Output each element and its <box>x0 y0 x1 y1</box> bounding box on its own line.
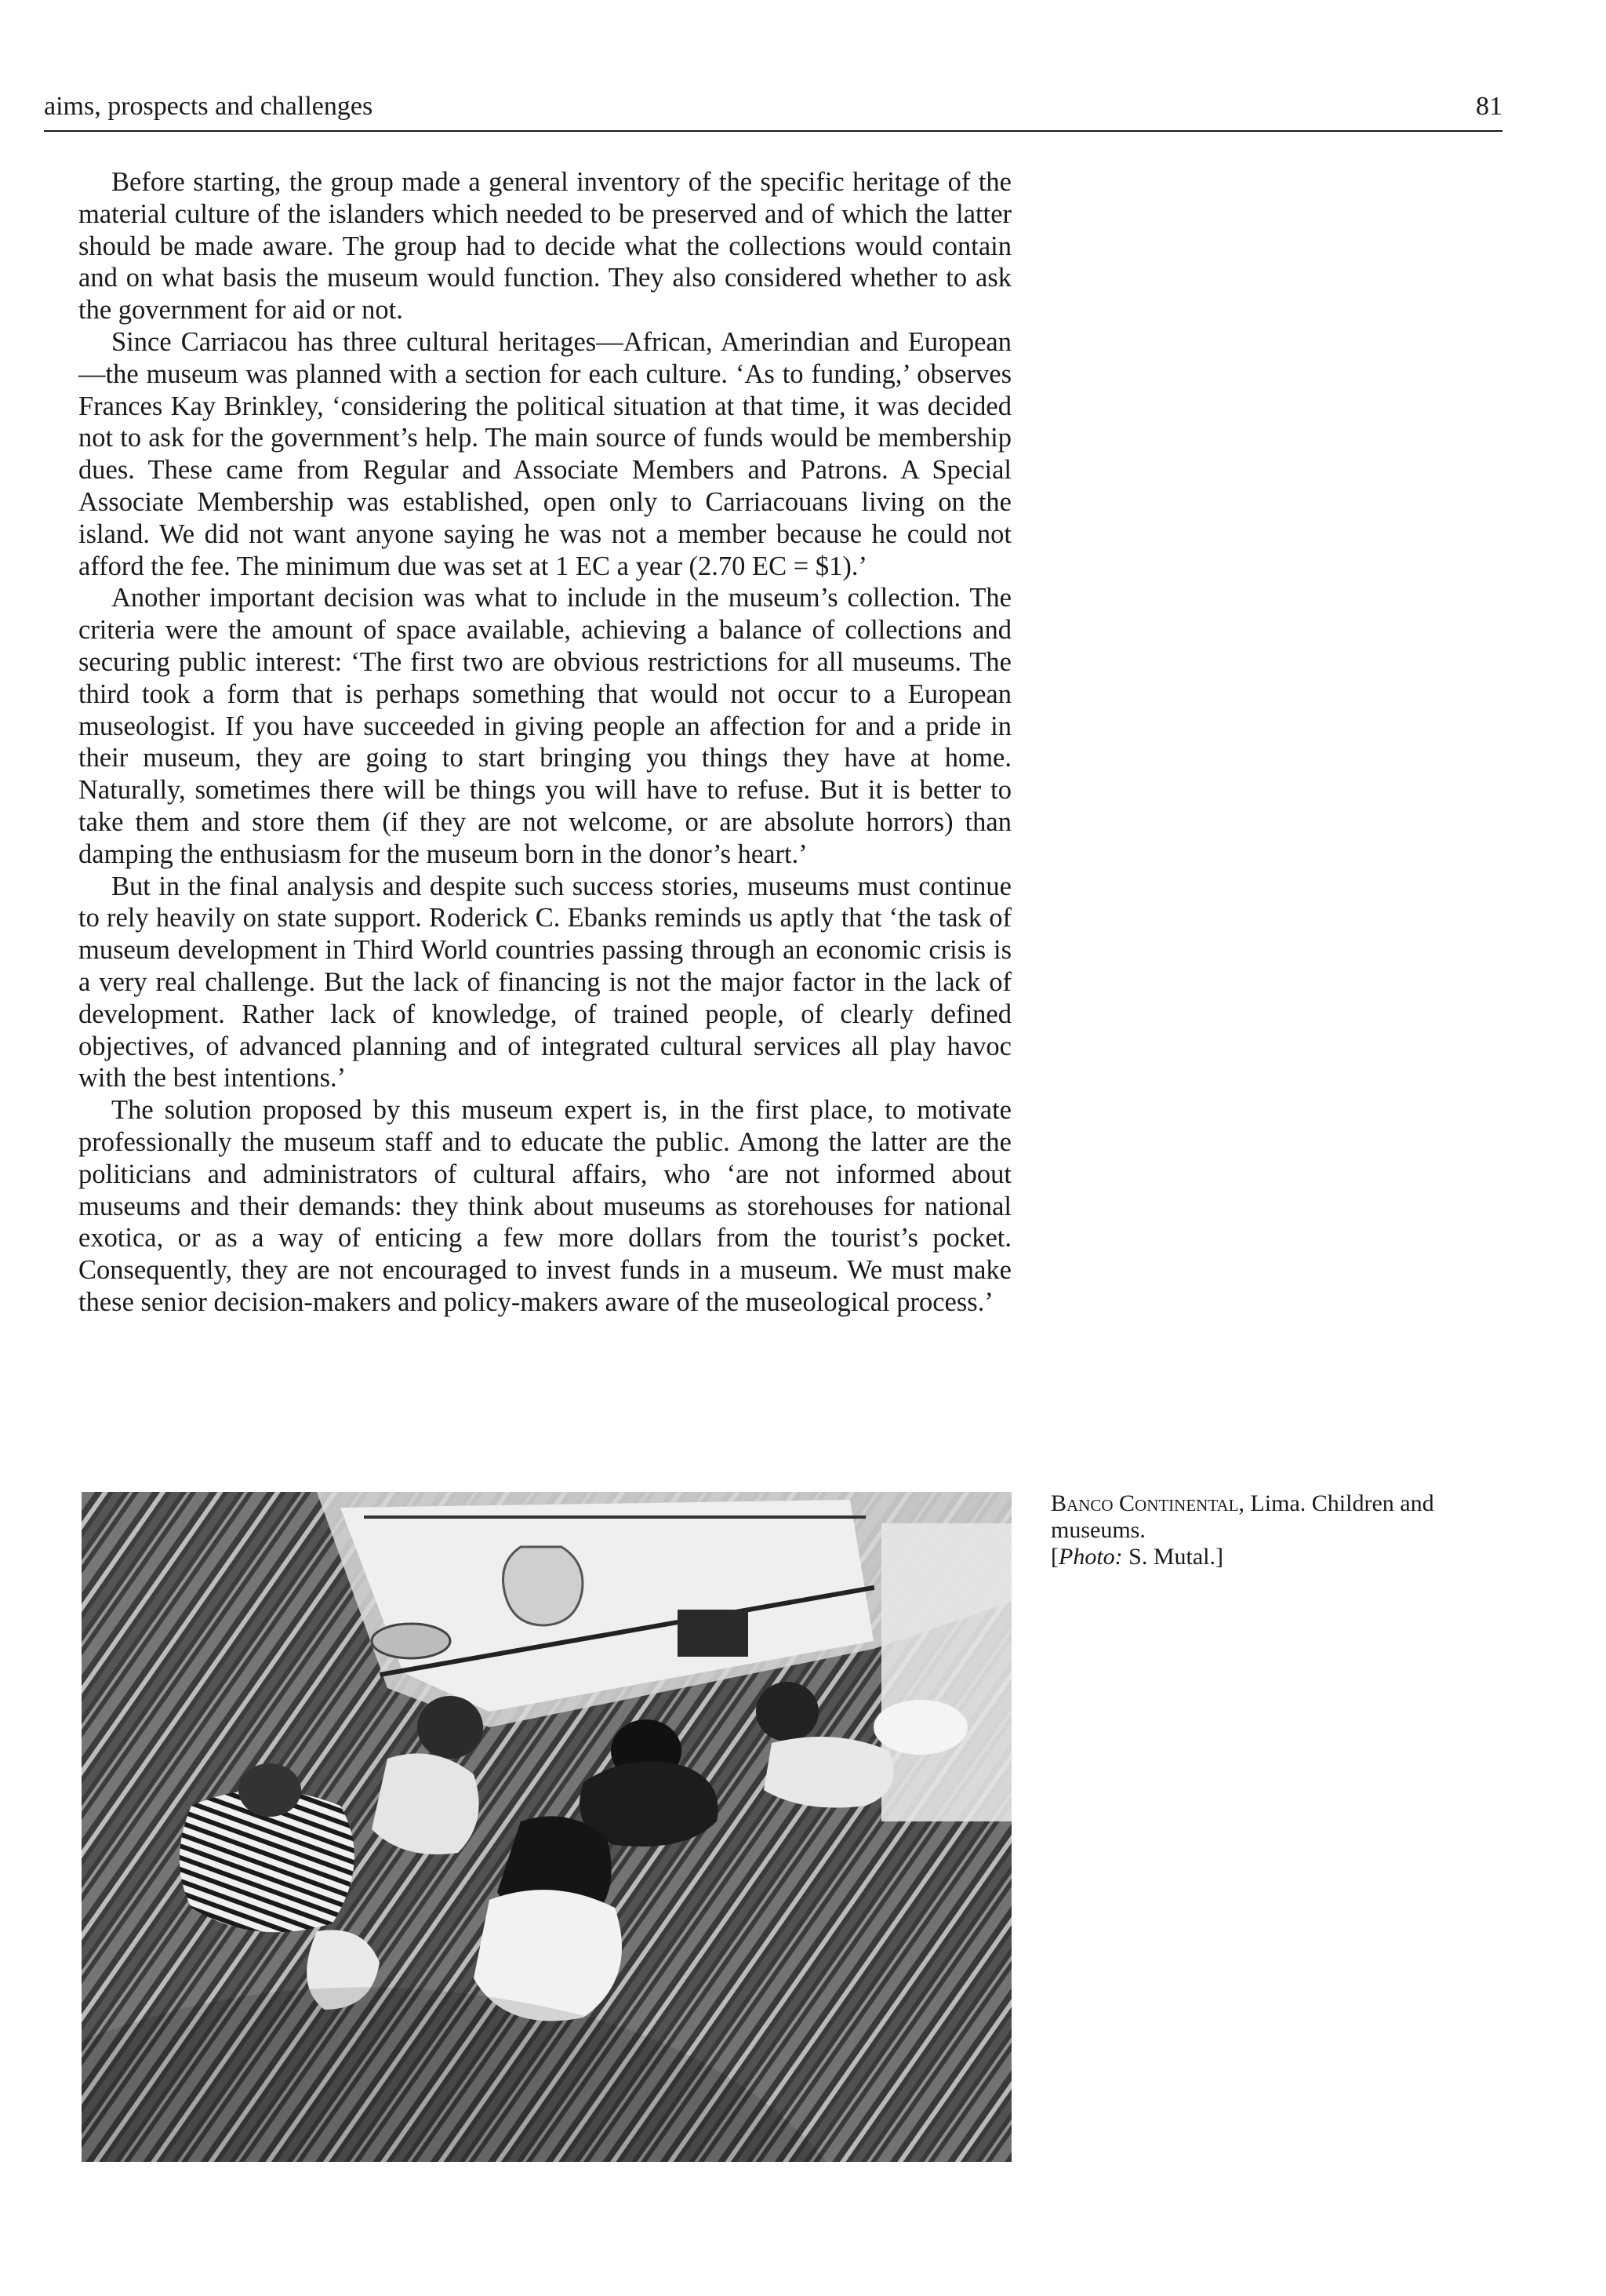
body-text <box>78 166 1012 1319</box>
page-number: 81 <box>1476 92 1502 121</box>
caption-credit-label: Photo: <box>1059 1544 1123 1570</box>
caption-institution: Banco Continental <box>1051 1490 1239 1516</box>
paragraph: Since Carriacou has three cultural heritages—African, Amerindian and European—the museum was planned with a section for each culture. ‘As to funding,’ observes Frances Kay Brinkley, ‘considering the political situation at that time, it was decided not to ask for the government’s help. The main source of funds would be membership dues. These came from Regular and Associate Members and Patrons. A Special Associate Membership was established, open only to Carriacouans living on the island. We did not want anyone saying he was not a member because he could not afford the fee. The minimum due was set at 1 EC a year (2.70 EC = $1).’ <box>78 326 1012 581</box>
paragraph: Another important decision was what to include in the museum’s collection. The criteria were the amount of space available, achieving a balance of collections and securing public interest: ‘The first two are obvious restrictions for all museums. The third took a form that is perhaps something that would not occur to a European museologist. If you have succeeded in giving people an affection for and a pride in their museum, they are going to start bringing you things they have at home. Naturally, sometimes there will be things you will have to refuse. But it is better to take them and store them (if they are not welcome, or are absolute horrors) than damping the enthusiasm for the museum born in the donor’s heart.’ <box>78 583 1012 869</box>
photograph-illustration <box>82 1492 1012 2162</box>
caption-credit <box>1051 1544 1490 1570</box>
caption-credit-open: [ <box>1051 1544 1059 1570</box>
paragraph: The solution proposed by this museum expert is, in the first place, to motivate professionally the museum staff and to educate the public. Among the latter are the politicians and administrators of cultural affairs, who ‘are not informed about museums and their demands: they think about museums as storehouses for national exotica, or as a way of enticing a few more dollars from the tourist’s pocket. Consequently, they are not encouraged to invest funds in a museum. We must make these senior decision-makers and policy-makers aware of the museological process.’ <box>78 1095 1012 1317</box>
photograph-children-museum <box>82 1492 1012 2162</box>
caption-credit-name: S. Mutal.] <box>1122 1544 1223 1570</box>
paragraph: But in the final analysis and despite such success stories, museums must continue to rely heavily on state support. Roderick C. Ebanks reminds us aptly that ‘the task of museum development in Third World countries passing through an economic crisis is a very real challenge. But the lack of financing is not the major factor in the lack of development. Rather lack of knowledge, of trained people, of clearly defined objectives, of advanced planning and of integrated cultural services all play havoc with the best intentions.’ <box>78 871 1012 1093</box>
running-title: aims, prospects and challenges <box>44 92 373 121</box>
header-rule <box>44 130 1502 132</box>
caption-text: , Lima. Children and museums. <box>1051 1490 1434 1543</box>
paragraph: Before starting, the group made a general inventory of the specific heritage of the material culture of the islanders which needed to be preserved and of which the latter should be made aware. The group had to decide what the collections would contain and on what basis the museum would function. They also considered whether to ask the government for aid or not. <box>78 167 1012 326</box>
figure-caption <box>1051 1490 1490 1570</box>
